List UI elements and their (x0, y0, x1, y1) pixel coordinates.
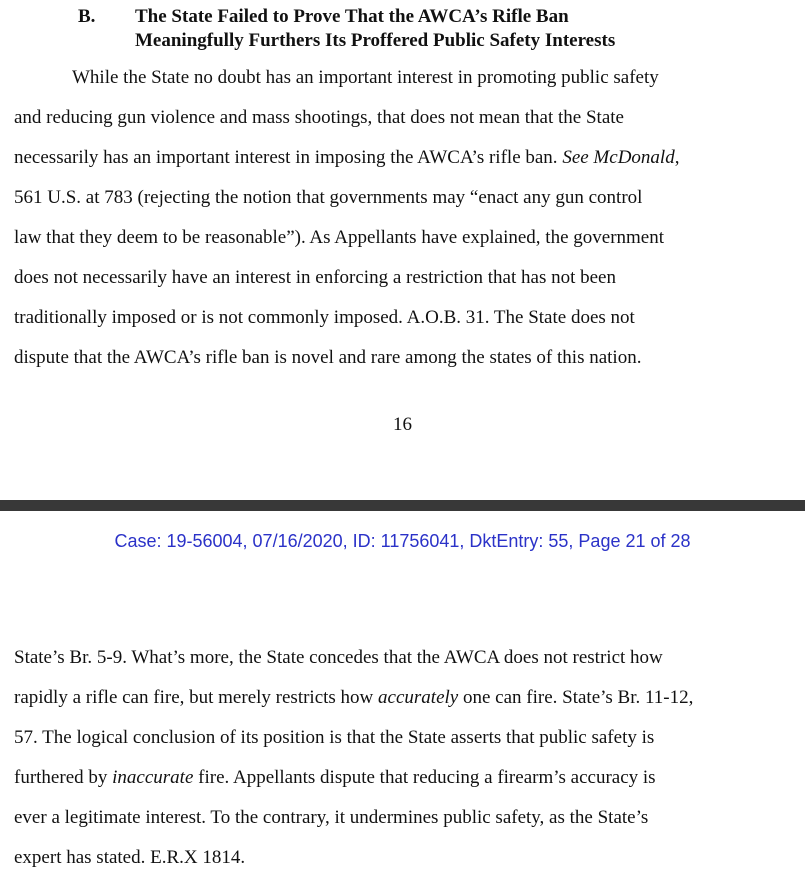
page-number: 16 (393, 414, 412, 435)
paragraph-line: law that they deem to be reasonable”). As Appellants have explained, the government (14, 227, 665, 248)
case-citation: See McDonald (562, 147, 675, 168)
paragraph-line: dispute that the AWCA’s rifle ban is novel and rare among the states of this nation. (14, 347, 642, 368)
section-title-line-2: Meaningfully Furthers Its Proffered Public Safety Interests (135, 30, 616, 51)
body-paragraph-1 (14, 58, 798, 378)
paragraph-line: ever a legitimate interest. To the contrary, it undermines public safety, as the State’s (14, 807, 649, 828)
section-title-line-1: The State Failed to Prove That the AWCA’s Rifle Ban (135, 6, 569, 27)
paragraph-line: necessarily has an important interest in imposing the AWCA’s rifle ban. See McDonald, (14, 147, 680, 168)
body-paragraph-2 (14, 638, 798, 878)
emphasis: accurately (378, 687, 459, 708)
paragraph-line: does not necessarily have an interest in enforcing a restriction that has not been (14, 267, 616, 288)
case-header: Case: 19-56004, 07/16/2020, ID: 11756041, DktEntry: 55, Page 21 of 28 (114, 531, 691, 551)
page-separator (0, 500, 805, 511)
paragraph-line: rapidly a rifle can fire, but merely restricts how accurately one can fire. State’s Br. 11-12, (14, 687, 694, 708)
paragraph-line: expert has stated. E.R.X 1814. (14, 847, 246, 868)
emphasis: inaccurate (112, 767, 194, 788)
paragraph-line: While the State no doubt has an important interest in promoting public safety (72, 67, 659, 88)
paragraph-line: State’s Br. 5-9. What’s more, the State concedes that the AWCA does not restrict how (14, 647, 663, 668)
paragraph-line: 561 U.S. at 783 (rejecting the notion that governments may “enact any gun control (14, 187, 643, 208)
paragraph-line: 57. The logical conclusion of its position is that the State asserts that public safety is (14, 727, 655, 748)
section-letter: B. (78, 6, 96, 27)
paragraph-line: furthered by inaccurate fire. Appellants dispute that reducing a firearm’s accuracy is (14, 767, 656, 788)
paragraph-line: traditionally imposed or is not commonly imposed. A.O.B. 31. The State does not (14, 307, 635, 328)
section-title (135, 5, 615, 53)
paragraph-line: and reducing gun violence and mass shootings, that does not mean that the State (14, 107, 624, 128)
